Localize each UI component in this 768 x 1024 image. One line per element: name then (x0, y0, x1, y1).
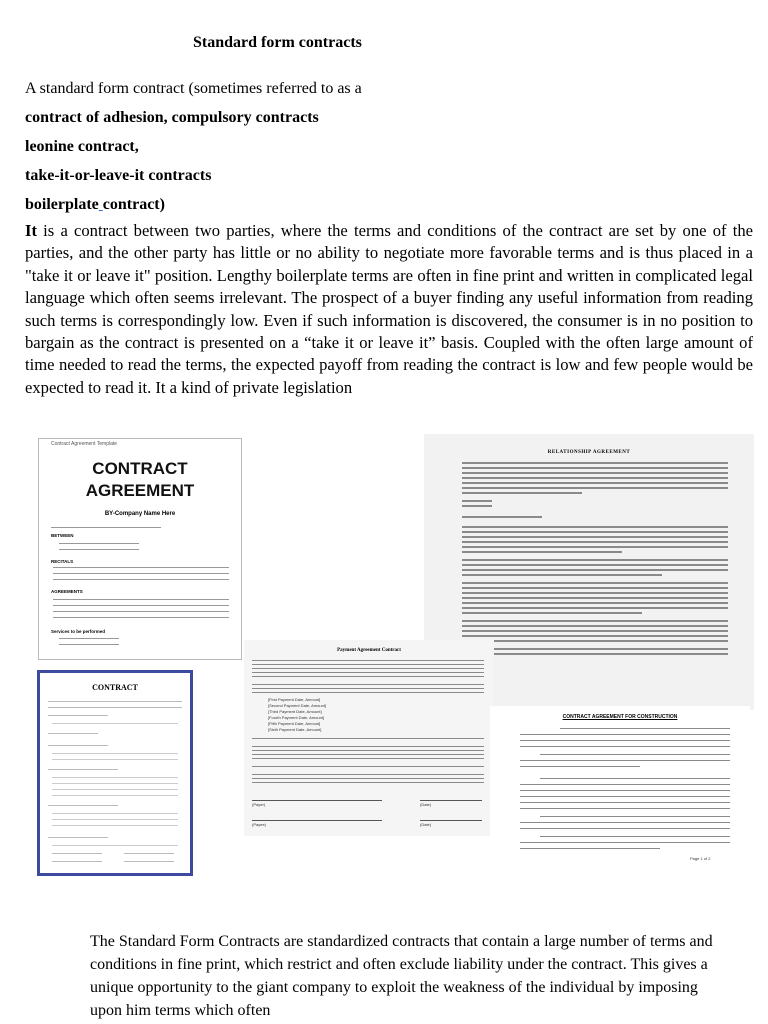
intro-line-5 (25, 196, 165, 214)
payment-item-1: [First Payment Date, Amount] (268, 697, 321, 702)
company-name: BY-Company Name Here (104, 511, 176, 517)
intro-line-4: take-it-or-leave-it contracts (25, 167, 212, 184)
paragraph-lead: It (25, 221, 37, 240)
sig-payer: (Payer) (252, 802, 266, 807)
payment-item-4: [Fourth Payment Date, Amount] (268, 715, 325, 720)
blue-contract-image (37, 670, 193, 876)
payment-item-2: [Second Payment Date, Amount] (268, 703, 327, 708)
label-between: BETWEEN (51, 533, 74, 538)
bottom-paragraph: The Standard Form Contracts are standardized contracts that contain a large number of terms and conditions in fine print, which restrict and often exclude liability under the contract. This gives a unique opportunity to the giant company to exploit the weakness of the individual by imposing upon him terms which often (90, 933, 713, 1019)
sig-date-2: (Date) (420, 822, 432, 827)
sig-date-1: (Date) (420, 802, 432, 807)
label-recitals: RECITALS (51, 559, 74, 564)
boilerplate-word: boilerplate (25, 196, 99, 213)
payment-agreement-image (244, 640, 494, 836)
payment-item-5: [Fifth Payment Date, Amount] (268, 721, 321, 726)
contract-heading-2: AGREEMENT (85, 481, 195, 500)
payment-item-6: [Sixth Payment Date, Amount] (268, 727, 322, 732)
main-paragraph (25, 220, 753, 399)
blue-contract-title: CONTRACT (92, 683, 138, 692)
relationship-title: RELATIONSHIP AGREEMENT (547, 450, 631, 455)
paragraph-body: is a contract between two parties, where the terms and conditions of the contract are set by one of the parties, and the other party has little or no ability to negotiate more favorable terms and is thus placed in a "take it or leave it" position. Lengthy boilerplate terms are often in fine print and written in complicated legal language which often seems irrelevant. The prospect of a buyer finding any useful information from reading such terms is correspondingly low. Even if such information is discovered, the consumer is in no position to bargain as the contract is presented on a “take it or leave it” basis. Coupled with the often large amount of time needed to read the terms, the expected payoff from reading the contract is low and few people would be expected to read it. It a kind of private legislation (25, 221, 753, 397)
construction-title: CONTRACT AGREEMENT FOR CONSTRUCTION (562, 714, 678, 720)
intro-line-1: A standard form contract (sometimes referred to as a (25, 80, 362, 97)
boilerplate-tail: contract) (102, 196, 165, 213)
contract-agreement-image (38, 438, 242, 660)
intro-line-3: leonine contract, (25, 138, 139, 155)
sig-payee: (Payee) (252, 822, 267, 827)
construction-contract-image (490, 706, 750, 866)
contract-heading-1: CONTRACT (92, 459, 188, 478)
page-title: Standard form contracts (193, 34, 362, 51)
payment-title: Payment Agreement Contract (337, 648, 401, 653)
label-agreements: AGREEMENTS (51, 589, 83, 594)
payment-item-3: [Third Payment Date, Amount] (268, 709, 322, 714)
template-header: Contract Agreement Template (51, 441, 118, 447)
construction-page-number: Page 1 of 2 (690, 856, 711, 861)
label-services: Services to be performed (51, 629, 106, 634)
intro-line-2: contract of adhesion, compulsory contracts (25, 109, 319, 126)
